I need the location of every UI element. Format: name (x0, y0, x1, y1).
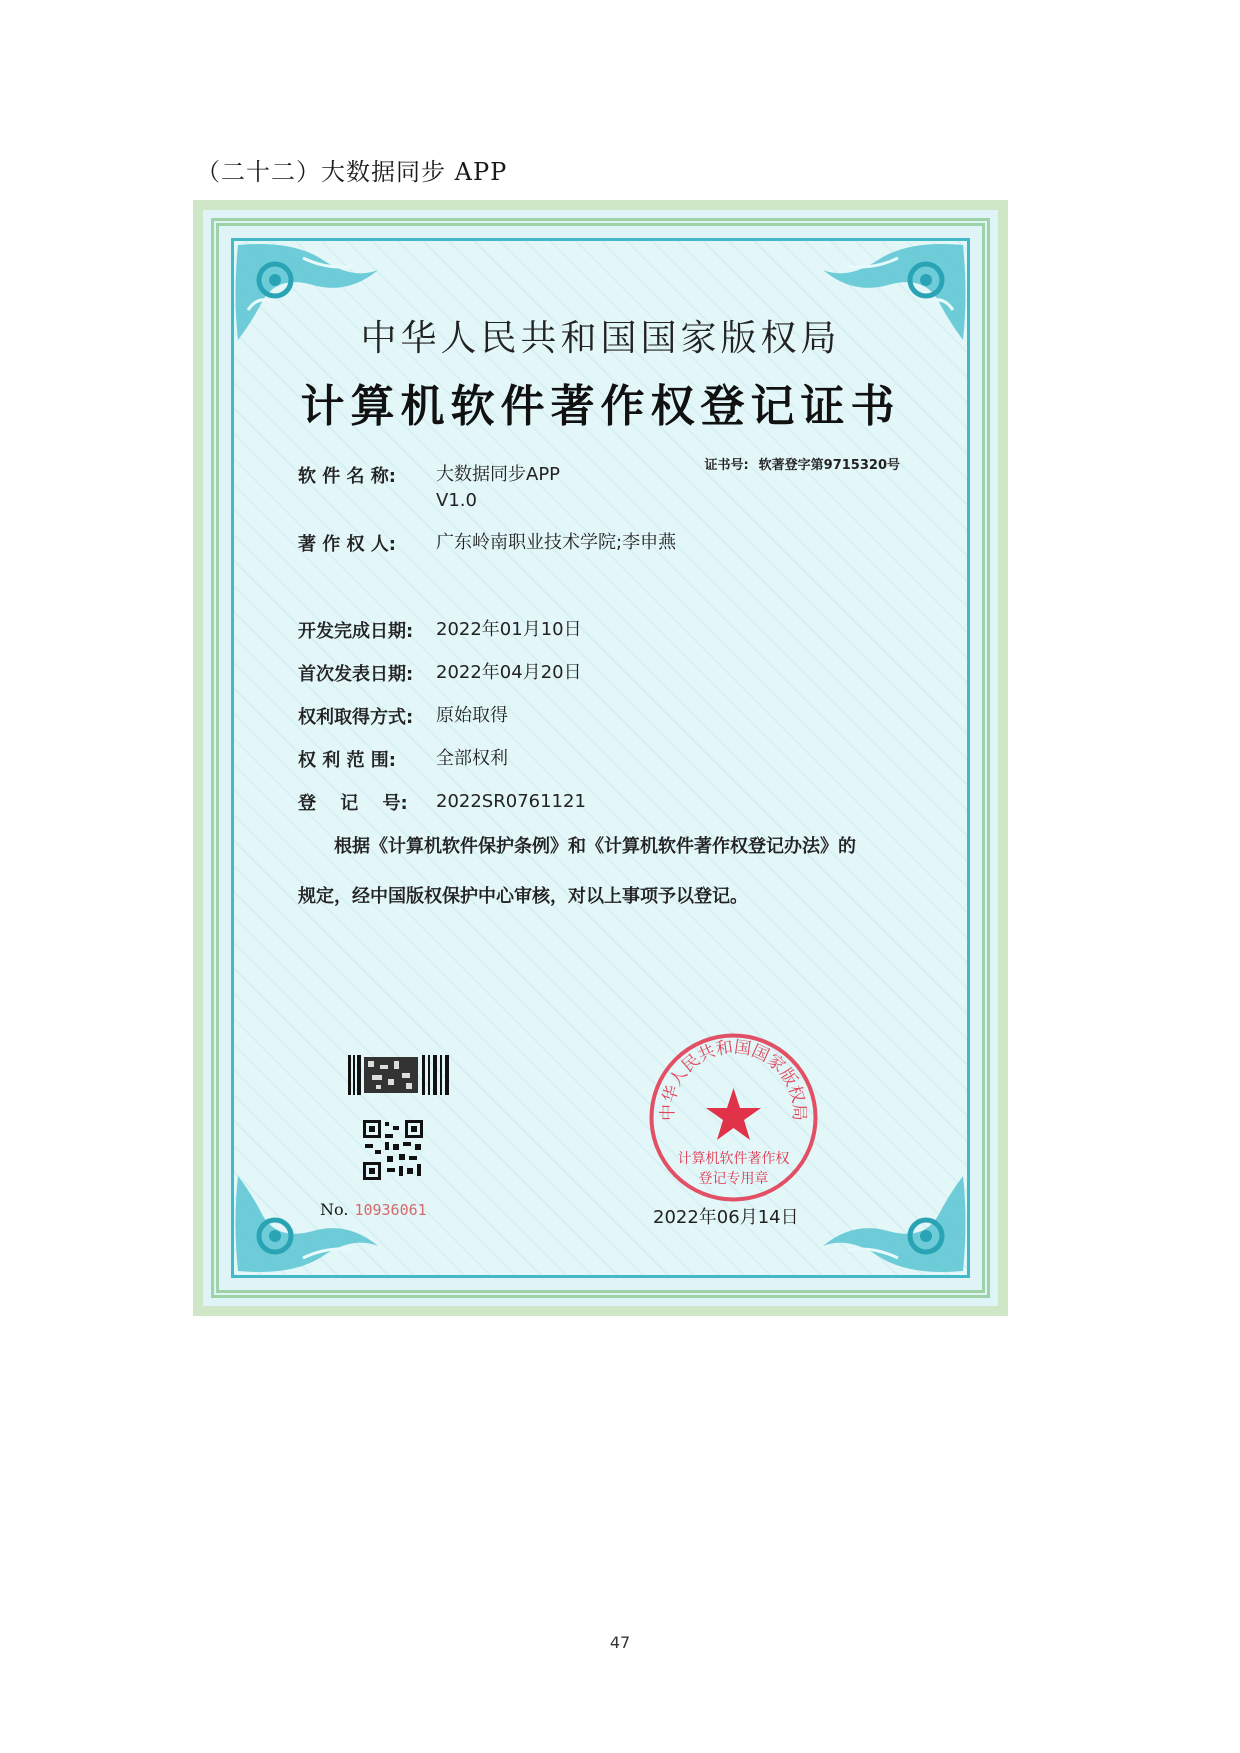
copyright-owner: 广东岭南职业技术学院;李申燕 (436, 532, 677, 553)
copyright-certificate (193, 200, 1008, 1316)
field-label: 登 记 号: (298, 793, 408, 814)
qr-code-icon (363, 1120, 423, 1180)
barcode-icon (348, 1055, 452, 1095)
issuing-authority: 中华人民共和国国家版权局 (360, 318, 841, 359)
acquisition-method: 原始取得 (436, 705, 508, 726)
section-heading: （二十二）大数据同步 APP (196, 158, 508, 186)
certificate-number (694, 454, 900, 473)
field-label: 软 件 名 称: (298, 466, 396, 487)
field-value (436, 789, 586, 815)
certificate-statement (298, 822, 938, 922)
field-value (436, 462, 560, 514)
field-rights-scope (298, 746, 508, 772)
field-software-name (298, 462, 560, 514)
completion-date: 2022年01月10日 (436, 619, 582, 640)
software-version: V1.0 (436, 490, 477, 511)
field-label: 权 利 范 围: (298, 750, 396, 771)
serial-number (320, 1200, 427, 1219)
issue-date: 2022年06月14日 (653, 1207, 799, 1228)
rights-scope: 全部权利 (436, 748, 508, 769)
field-value (436, 703, 508, 729)
field-label: 开发完成日期: (298, 621, 414, 642)
corner-ornament-icon (818, 1171, 968, 1276)
field-label: 首次发表日期: (298, 664, 414, 685)
certificate-title: 计算机软件著作权登记证书 (300, 381, 901, 432)
statement-line: 根据《计算机软件保护条例》和《计算机软件著作权登记办法》的 (334, 836, 856, 857)
certificate-number-label: 证书号: (704, 458, 749, 473)
registration-number: 2022SR0761121 (436, 791, 586, 812)
field-publication-date (298, 660, 582, 686)
field-label: 著 作 权 人: (298, 534, 396, 555)
field-completion-date (298, 617, 582, 643)
serial-label: No. (320, 1200, 349, 1219)
software-name: 大数据同步APP (436, 464, 561, 485)
field-acquisition-method (298, 703, 508, 729)
official-seal-icon (646, 1030, 821, 1205)
field-value (436, 660, 582, 686)
field-copyright-owner (298, 530, 676, 556)
seal-outer-text: 中华人民共和国国家版权局 (658, 1037, 809, 1121)
seal-inner-text: 计算机软件著作权 (677, 1151, 790, 1167)
field-value (436, 530, 676, 556)
corner-ornament-icon (233, 1171, 383, 1276)
publication-date: 2022年04月20日 (436, 662, 582, 683)
field-value (436, 746, 508, 772)
field-value (436, 617, 582, 643)
field-registration-number (298, 789, 586, 815)
seal-inner-text: 登记专用章 (698, 1171, 769, 1187)
page-number: 47 (609, 1633, 631, 1652)
serial-value: 10936061 (354, 1201, 427, 1219)
certificate-number-value: 软著登字第9715320号 (758, 458, 900, 473)
statement-line: 规定，经中国版权保护中心审核，对以上事项予以登记。 (298, 886, 748, 907)
field-label: 权利取得方式: (298, 707, 414, 728)
